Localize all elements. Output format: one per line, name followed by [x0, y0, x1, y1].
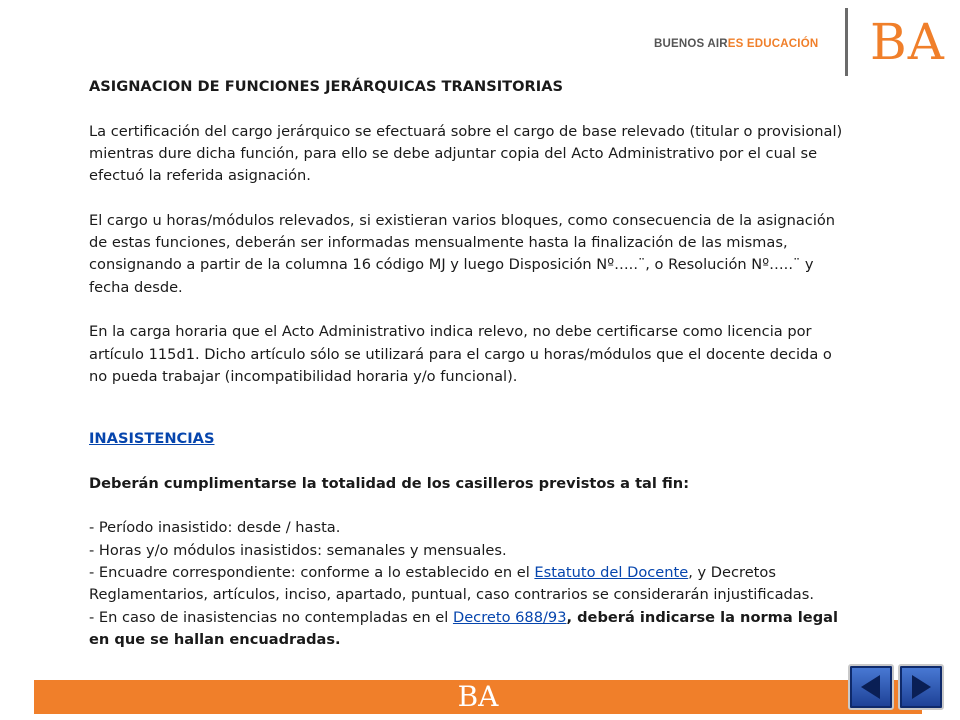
brand-name — [654, 38, 818, 50]
paragraph-relieved-hours: El cargo u horas/módulos relevados, si existieran varios bloques, como consecuencia de la asignación de estas funciones, deberán ser informadas mensualmente hasta la finalización de las mismas, consignando a partir de la columna 16 código MJ y luego Disposición Nº…..¨, o Resolución Nº…..¨ y fecha desde. — [89, 211, 836, 296]
list-item: - Horas y/o módulos inasistidos: semanales y mensuales. — [89, 541, 507, 559]
next-slide-button[interactable] — [898, 664, 944, 710]
brand-divider — [845, 8, 848, 76]
list-item — [89, 607, 849, 652]
brand-name-part1: BUENOS AIR — [654, 38, 728, 50]
inasistencias-intro: Deberán cumplimentarse la totalidad de los casilleros previstos a tal fin: — [89, 474, 690, 492]
brand-name-part2: ES EDUCACIÓN — [727, 38, 819, 50]
document-body — [89, 76, 849, 651]
list-item: - Período inasistido: desde / hasta. — [89, 519, 341, 537]
list-item-text: , deberá indicarse la norma legal en que se hallan encuadradas. — [89, 608, 839, 648]
section-heading: ASIGNACION DE FUNCIONES JERÁRQUICAS TRANSITORIAS — [89, 78, 564, 95]
inasistencias-link[interactable]: INASISTENCIAS — [89, 430, 215, 448]
triangle-left-icon — [850, 666, 892, 708]
paragraph-workload: En la carga horaria que el Acto Administrativo indica relevo, no debe certificarse como licencia por artículo 115d1. Dicho artículo sólo se utilizará para el cargo u horas/módulos que el docente decida o no pueda trabajar (incompatibilidad horaria y/o funcional). — [89, 323, 832, 385]
decreto-688-link[interactable]: Decreto 688/93 — [452, 608, 567, 626]
footer-ba-logo: BA — [457, 680, 499, 713]
previous-slide-button[interactable] — [848, 664, 894, 710]
list-item-text: - En caso de inasistencias no contempladas en el — [89, 608, 453, 626]
list-item-text: , y Decretos Reglamentarios, artículos, inciso, apartado, puntual, caso contrarios se considerarán injustificadas. — [89, 563, 814, 604]
estatuto-docente-link[interactable]: Estatuto del Docente — [534, 563, 689, 581]
brand-header — [650, 8, 950, 78]
paragraph-certification: La certificación del cargo jerárquico se efectuará sobre el cargo de base relevado (titular o provisional) mientras dure dicha función, para ello se debe adjuntar copia del Acto Administrativo por el cual se efectuó la referida asignación. — [89, 122, 843, 185]
list-item-text: - Encuadre correspondiente: conforme a lo establecido en el — [89, 563, 535, 581]
footer-bar — [34, 680, 922, 714]
ba-logo: BA — [870, 13, 945, 71]
triangle-right-icon — [900, 666, 942, 708]
list-item — [89, 562, 849, 607]
